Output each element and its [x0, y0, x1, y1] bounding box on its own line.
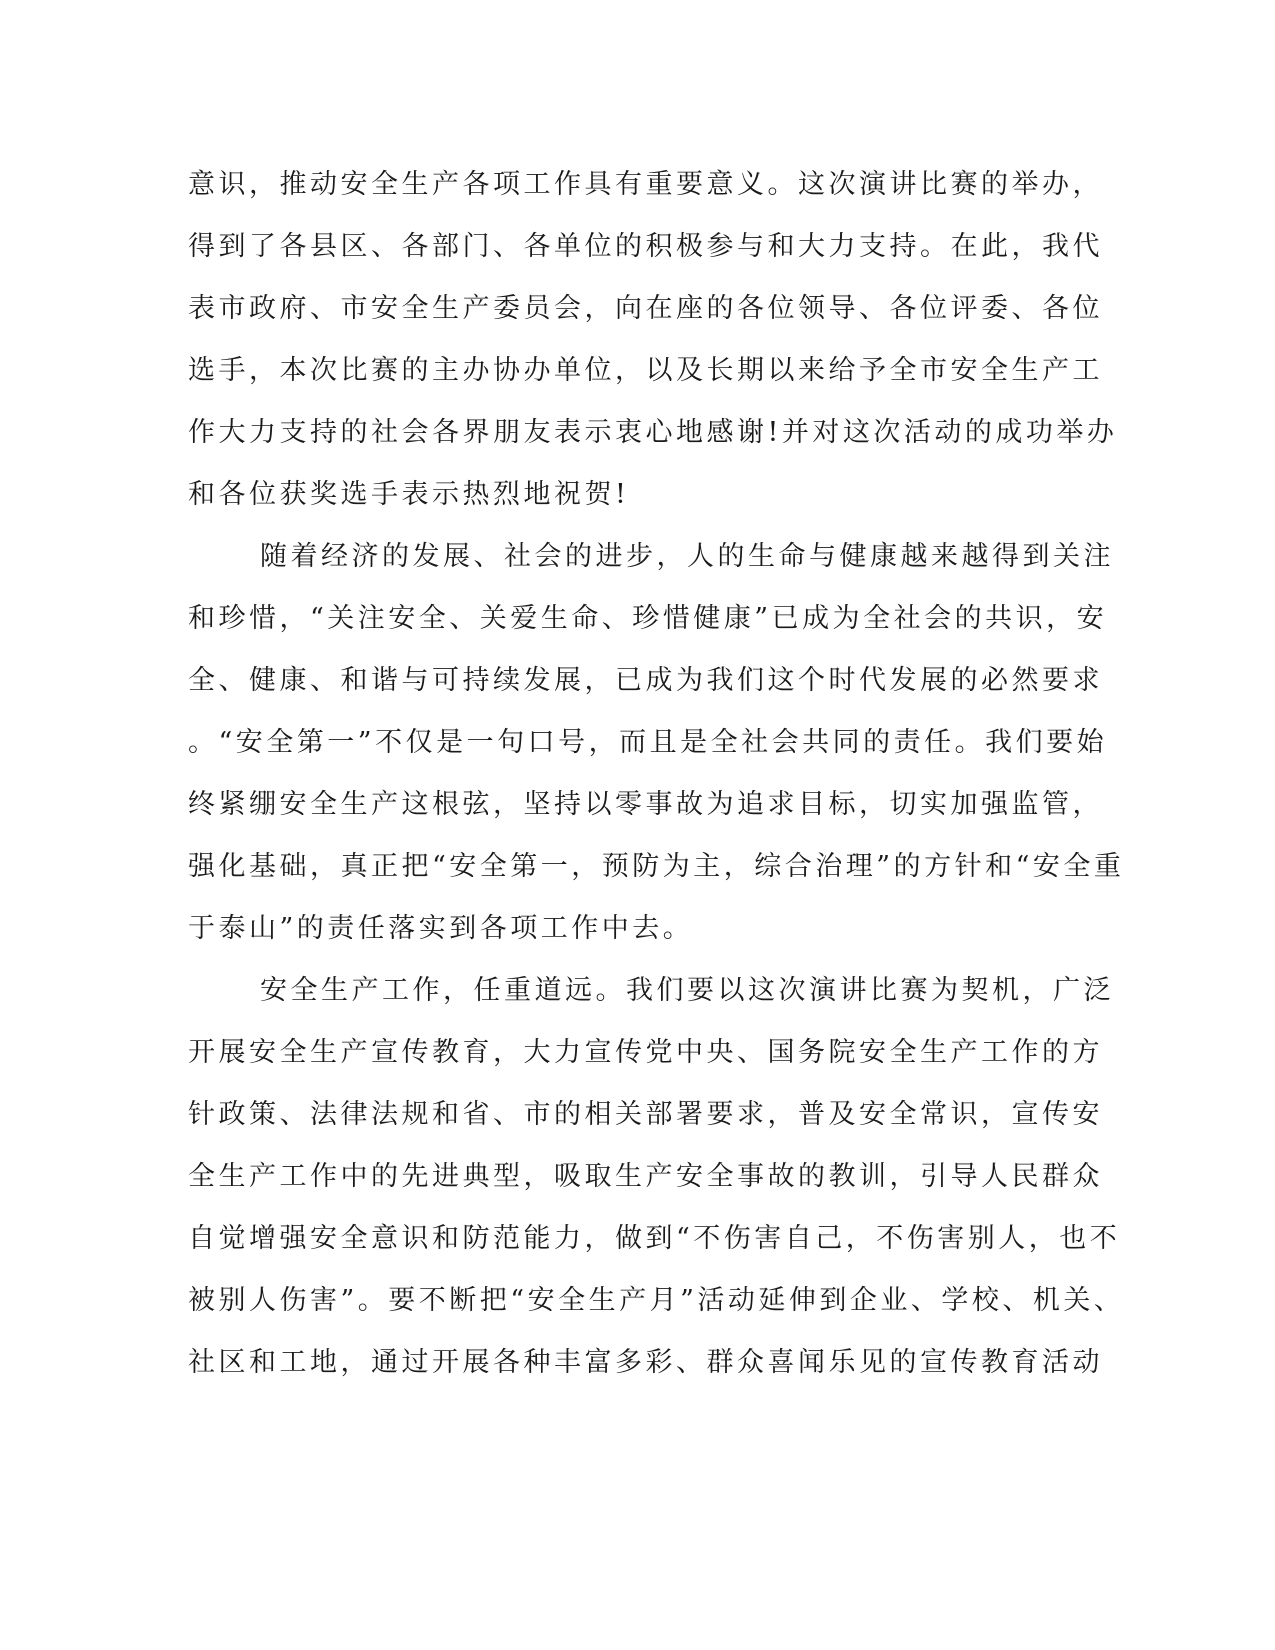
- text-line: 终紧绷安全生产这根弦，坚持以零事故为追求目标，切实加强监管，: [188, 789, 1103, 820]
- text-line: 表市政府、市安全生产委员会，向在座的各位领导、各位评委、各位: [188, 293, 1103, 324]
- text-line: 开展安全生产宣传教育，大力宣传党中央、国务院安全生产工作的方: [188, 1037, 1103, 1068]
- text-line: 选手，本次比赛的主办协办单位，以及长期以来给予全市安全生产工: [188, 355, 1103, 386]
- text-line: 于泰山”的责任落实到各项工作中去。: [188, 913, 694, 944]
- text-line: 。“安全第一”不仅是一句口号，而且是全社会共同的责任。我们要始: [188, 727, 1108, 758]
- text-line: 强化基础，真正把“安全第一，预防为主，综合治理”的方针和“安全重: [188, 851, 1125, 882]
- paragraph-first-line: 安全生产工作，任重道远。我们要以这次演讲比赛为契机，广泛: [260, 975, 1114, 1006]
- text-line: 被别人伤害”。要不断把“安全生产月”活动延伸到企业、学校、机关、: [188, 1285, 1125, 1316]
- text-line: 社区和工地，通过开展各种丰富多彩、群众喜闻乐见的宣传教育活动: [188, 1347, 1103, 1378]
- text-line: 意识，推动安全生产各项工作具有重要意义。这次演讲比赛的举办，: [188, 169, 1103, 200]
- body-text: [188, 154, 1125, 1394]
- text-line: 针政策、法律法规和省、市的相关部署要求，普及安全常识，宣传安: [188, 1099, 1103, 1130]
- text-line: 自觉增强安全意识和防范能力，做到“不伤害自己，不伤害别人，也不: [188, 1223, 1121, 1254]
- text-line: 和各位获奖选手表示热烈地祝贺!: [188, 479, 630, 510]
- text-line: 全、健康、和谐与可持续发展，已成为我们这个时代发展的必然要求: [188, 665, 1103, 696]
- text-line: 得到了各县区、各部门、各单位的积极参与和大力支持。在此，我代: [188, 231, 1103, 262]
- text-line: 和珍惜，“关注安全、关爱生命、珍惜健康”已成为全社会的共识，安: [188, 603, 1108, 634]
- text-line: 作大力支持的社会各界朋友表示衷心地感谢!并对这次活动的成功举办: [188, 417, 1118, 448]
- text-line: 全生产工作中的先进典型，吸取生产安全事故的教训，引导人民群众: [188, 1161, 1103, 1192]
- paragraph-first-line: 随着经济的发展、社会的进步，人的生命与健康越来越得到关注: [260, 541, 1114, 572]
